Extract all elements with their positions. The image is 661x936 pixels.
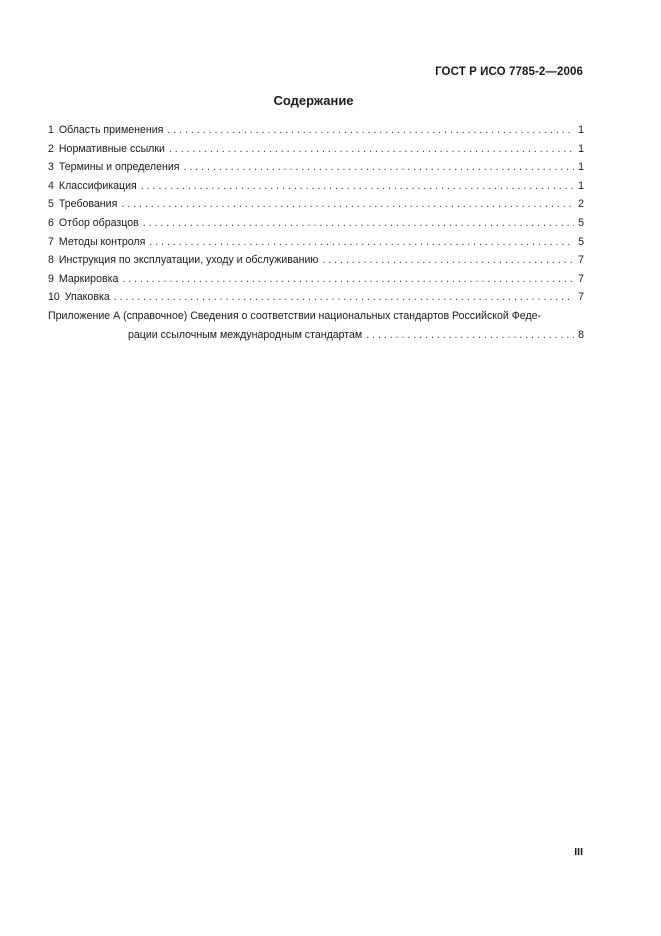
toc-item[interactable]	[48, 121, 584, 140]
toc-annex-title-line1: Приложение А (справочное) Сведения о соответствии национальных стандартов Российской Феде-	[48, 309, 542, 322]
toc-item-title: Классификация	[58, 179, 137, 192]
toc-item-title: Методы контроля	[58, 235, 146, 248]
toc-title: Содержание	[273, 93, 354, 108]
dot-leader	[122, 270, 574, 289]
toc-item-title: Область применения	[58, 124, 164, 136]
toc-item-page: 1	[578, 124, 584, 136]
toc-item-number: 4	[48, 179, 54, 192]
toc-item-page: 1	[578, 179, 584, 192]
toc-item-page: 7	[578, 291, 584, 304]
toc-item-number: 10	[48, 291, 60, 304]
table-of-contents	[48, 121, 584, 344]
dot-leader	[167, 121, 574, 140]
dot-leader	[143, 214, 574, 233]
toc-item-number: 3	[48, 161, 54, 174]
toc-item-number: 9	[48, 272, 54, 285]
toc-item-title: Термины и определения	[58, 161, 180, 174]
toc-annex-item[interactable]	[48, 307, 584, 344]
toc-item[interactable]	[48, 270, 584, 289]
dot-leader	[149, 233, 574, 252]
document-code: ГОСТ Р ИСО 7785-2—2006	[435, 66, 583, 78]
toc-item-page: 2	[578, 198, 584, 211]
toc-item-number: 7	[48, 235, 54, 248]
toc-item[interactable]	[48, 158, 584, 177]
toc-item-title: Инструкция по эксплуатации, уходу и обслуживанию	[58, 254, 319, 267]
dot-leader	[366, 326, 574, 345]
toc-item-page: 7	[578, 254, 584, 267]
toc-item[interactable]	[48, 140, 584, 159]
toc-item-page: 7	[578, 272, 584, 285]
dot-leader	[114, 288, 574, 307]
toc-item-number: 5	[48, 198, 54, 211]
toc-item-number: 6	[48, 216, 54, 229]
toc-item-page: 5	[578, 216, 584, 229]
toc-item[interactable]	[48, 177, 584, 196]
toc-item-title: Отбор образцов	[58, 216, 139, 229]
toc-annex-page: 8	[578, 328, 584, 341]
toc-item[interactable]	[48, 195, 584, 214]
toc-item-title: Маркировка	[58, 272, 119, 285]
toc-item[interactable]	[48, 214, 584, 233]
toc-item[interactable]	[48, 251, 584, 270]
toc-item-number: 2	[48, 142, 54, 155]
toc-item-page: 1	[578, 142, 584, 155]
page-number: III	[574, 846, 583, 858]
toc-item[interactable]	[48, 233, 584, 252]
dot-leader	[169, 140, 574, 159]
toc-item[interactable]	[48, 288, 584, 307]
dot-leader	[322, 251, 574, 270]
toc-item-number: 1	[48, 124, 54, 136]
toc-item-title: Требования	[58, 198, 118, 211]
toc-item-page: 5	[578, 235, 584, 248]
dot-leader	[121, 195, 574, 214]
toc-item-title: Нормативные ссылки	[58, 142, 165, 155]
dot-leader	[141, 177, 574, 196]
toc-item-page: 1	[578, 161, 584, 174]
toc-annex-title-line2: рации ссылочным международным стандартам	[128, 328, 363, 341]
toc-item-number: 8	[48, 254, 54, 267]
dot-leader	[184, 158, 575, 177]
toc-item-title: Упаковка	[64, 291, 110, 304]
